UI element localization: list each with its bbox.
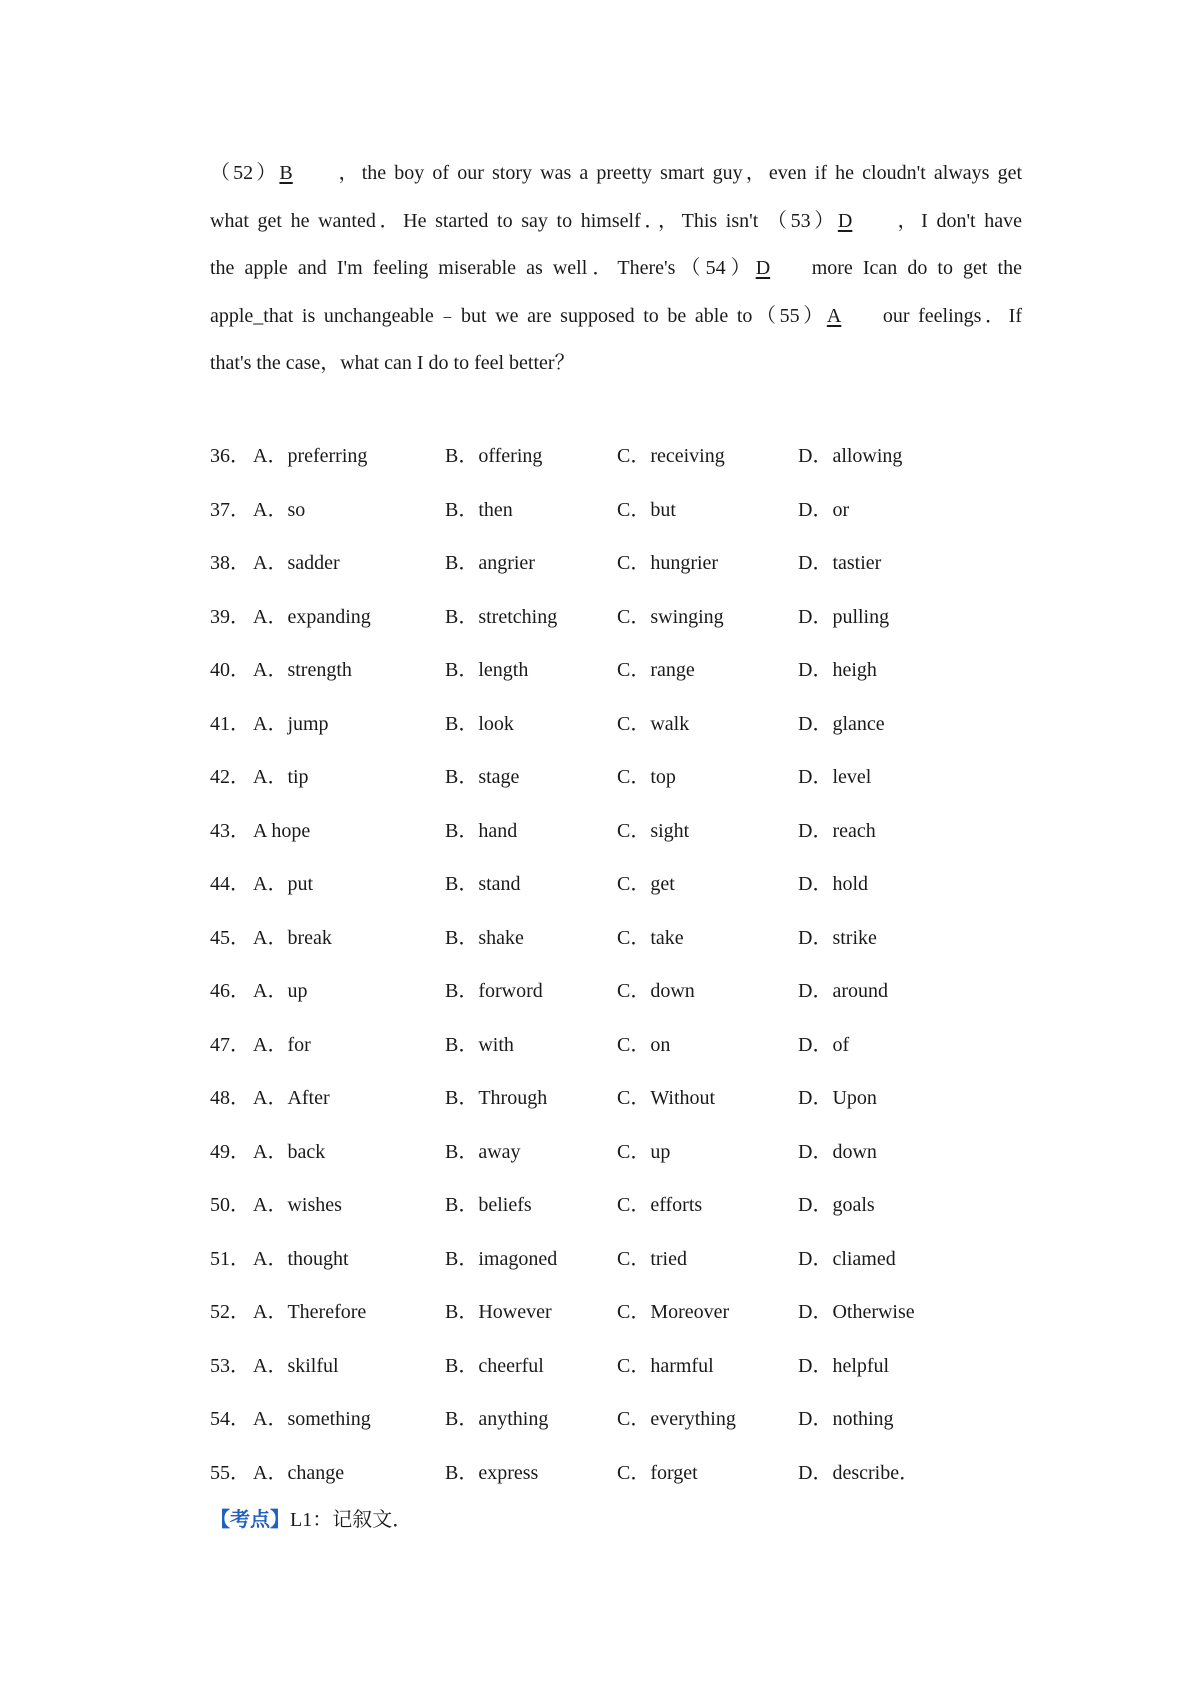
knowledge-point-tag: 【考点】 [210,1509,290,1531]
question-options-list [210,436,1022,1506]
option-a: A．skilful [253,1354,339,1377]
option-d: D．goals [798,1194,875,1216]
question-number: 40． [210,659,250,681]
passage-text: ，I don't have [893,209,1022,232]
option-a: A．wishes [253,1194,342,1216]
question-number: 45． [210,926,250,949]
question-number: 46． [210,980,250,1002]
option-b: B．anything [445,1408,549,1430]
option-a: A．Therefore [253,1301,367,1323]
question-row [210,1025,1022,1079]
option-d: D．down [798,1140,877,1163]
question-row [210,864,1022,918]
option-a: A．preferring [253,445,368,467]
option-b: B．stretching [445,605,558,628]
question-number: 38． [210,552,250,574]
option-a: A．change [253,1461,345,1484]
option-d: D．cliamed [798,1247,896,1270]
option-a: A．for [253,1033,311,1056]
passage-line-5: that's the case，what can I do to feel better？ [210,352,575,374]
option-b: B．away [445,1140,521,1163]
option-c: C．everything [617,1408,736,1430]
option-c: C．range [617,659,695,681]
question-number: 50． [210,1194,250,1216]
option-d: D．describe． [798,1461,920,1484]
option-a: A．sadder [253,552,340,574]
option-c: C．up [617,1140,671,1163]
option-c: C．tried [617,1247,687,1270]
option-c: C．Moreover [617,1301,730,1323]
question-row [210,543,1022,597]
option-d: D．pulling [798,605,890,628]
question-row [210,436,1022,490]
option-d: D．or [798,498,850,521]
question-number: 37． [210,498,250,521]
option-c: C．take [617,926,684,949]
knowledge-point [210,1500,412,1540]
option-d: D．around [798,980,888,1002]
knowledge-point-text: L1：记叙文． [290,1509,413,1531]
option-a: A．thought [253,1247,349,1270]
passage-line-4 [210,293,1022,341]
question-row [210,918,1022,972]
option-a: A．something [253,1408,371,1430]
passage-text: apple_that is unchangeable﹣but we are supposed to be able to（55） [210,304,827,327]
option-b: B．with [445,1033,514,1056]
option-b: B．However [445,1301,552,1323]
answer-blank-52: B [279,162,293,184]
question-row [210,650,1022,704]
option-b: B．shake [445,926,524,949]
option-c: C．top [617,766,676,788]
option-c: C．receiving [617,445,725,467]
option-b: B．stage [445,766,520,788]
question-row [210,1239,1022,1293]
option-c: C．get [617,873,675,895]
option-c: C．harmful [617,1354,714,1377]
option-c: C．Without [617,1087,716,1109]
option-b: B．forword [445,980,543,1002]
option-c: C．swinging [617,605,724,628]
option-d: D．tastier [798,552,882,574]
option-a: A．so [253,498,306,521]
option-b: B．beliefs [445,1194,532,1216]
question-number: 52． [210,1301,250,1323]
option-a: A．break [253,926,332,949]
passage-text: what get he wanted．He started to say to himself．，This isn't （53） [210,209,838,232]
option-b: B．hand [445,819,518,842]
question-row [210,1078,1022,1132]
option-d: D．heigh [798,659,877,681]
question-number: 39． [210,605,250,628]
option-c: C．on [617,1033,671,1056]
question-number: 44． [210,873,250,895]
option-d: D．of [798,1033,850,1056]
option-d: D．level [798,766,872,788]
passage-line-1 [210,150,1022,198]
option-b: B．cheerful [445,1354,544,1377]
option-b: B．express [445,1461,539,1484]
passage-text: （52） [210,162,280,184]
option-c: C．down [617,980,695,1002]
option-c: C．hungrier [617,552,719,574]
option-c: C．sight [617,819,690,842]
question-row [210,811,1022,865]
option-d: D．hold [798,873,868,895]
question-row [210,1453,1022,1507]
option-a: A．jump [253,712,329,735]
option-d: D．nothing [798,1408,894,1430]
question-row [210,1185,1022,1239]
answer-blank-53: D [837,209,853,232]
option-a: A．tip [253,766,309,788]
question-number: 42． [210,766,250,788]
option-d: D．Otherwise [798,1301,915,1323]
option-b: B．Through [445,1087,548,1109]
passage-line-3 [210,245,1022,293]
option-b: B．then [445,498,513,521]
option-c: C．forget [617,1461,698,1484]
question-number: 43． [210,819,250,842]
question-row [210,490,1022,544]
passage-text: the apple and I'm feeling miserable as well．There's（54） [210,257,756,279]
option-b: B．stand [445,873,521,895]
passage-line-2 [210,198,1022,246]
question-number: 36． [210,445,250,467]
option-d: D．allowing [798,445,903,467]
option-d: D．reach [798,819,876,842]
option-c: C．efforts [617,1194,703,1216]
option-a: A．After [253,1087,330,1109]
option-b: B．angrier [445,552,535,574]
option-d: D．strike [798,926,877,949]
option-a: A．put [253,873,313,895]
passage-text: our feelings．If [882,304,1022,327]
question-number: 49． [210,1140,250,1163]
option-d: D．glance [798,712,885,735]
option-a: A．expanding [253,605,371,628]
option-d: D．Upon [798,1087,877,1109]
question-row [210,704,1022,758]
question-row [210,1346,1022,1400]
question-number: 48． [210,1087,250,1109]
option-a: A hope [253,819,311,842]
answer-blank-55: A [826,304,842,327]
question-row [210,1292,1022,1346]
question-number: 55． [210,1461,250,1484]
option-a: A．back [253,1140,326,1163]
question-row [210,971,1022,1025]
option-b: B．offering [445,445,543,467]
passage-text: ，the boy of our story was a preetty smart guy，even if he cloudn't always get [335,162,1023,184]
answer-blank-54: D [755,257,771,279]
option-c: C．walk [617,712,690,735]
passage-text: more Ican do to get the [811,257,1022,279]
option-b: B．length [445,659,529,681]
question-number: 47． [210,1033,250,1056]
passage [210,150,1022,388]
question-number: 53． [210,1354,250,1377]
question-number: 41． [210,712,250,735]
option-a: A．up [253,980,308,1002]
question-number: 54． [210,1408,250,1430]
question-row [210,597,1022,651]
question-row [210,757,1022,811]
option-d: D．helpful [798,1354,890,1377]
question-number: 51． [210,1247,250,1270]
question-row [210,1132,1022,1186]
option-b: B．imagoned [445,1247,558,1270]
question-row [210,1399,1022,1453]
option-b: B．look [445,712,514,735]
option-c: C．but [617,498,676,521]
option-a: A．strength [253,659,352,681]
